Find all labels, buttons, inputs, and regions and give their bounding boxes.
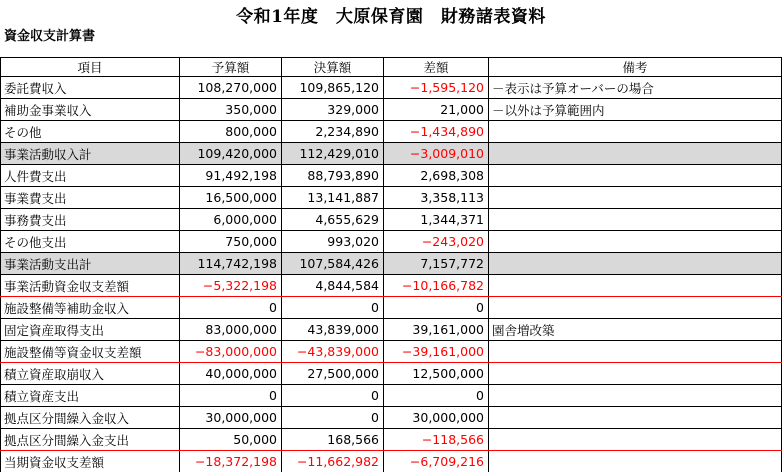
remark-cell: [489, 341, 782, 363]
row-label: 拠点区分間繰入金収入: [1, 407, 180, 429]
row-label: 施設整備等資金収支差額: [1, 341, 180, 363]
remark-cell: [489, 451, 782, 473]
table-row: [1, 187, 782, 209]
remark-cell: [489, 121, 782, 143]
header-row: [1, 58, 782, 77]
budget-cell: 16,500,000: [180, 187, 282, 209]
actual-cell: 0: [282, 407, 384, 429]
difference-cell: 30,000,000: [384, 407, 489, 429]
table-row: [1, 407, 782, 429]
difference-cell: 39,161,000: [384, 319, 489, 341]
difference-cell: −1,434,890: [384, 121, 489, 143]
difference-cell: −6,709,216: [384, 451, 489, 473]
budget-cell: 50,000: [180, 429, 282, 451]
table-row: [1, 253, 782, 275]
table-row: [1, 231, 782, 253]
row-label: 委託費収入: [1, 77, 180, 99]
remark-cell: [489, 363, 782, 385]
document-title: 令和1年度 大原保育園 財務諸表資料: [236, 7, 546, 27]
row-label: 当期資金収支差額: [1, 451, 180, 473]
remark-cell: －以外は予算範囲内: [489, 99, 782, 121]
difference-cell: 0: [384, 297, 489, 319]
difference-cell: 3,358,113: [384, 187, 489, 209]
row-label: 事業費支出: [1, 187, 180, 209]
row-label: 事業活動支出計: [1, 253, 180, 275]
actual-cell: 993,020: [282, 231, 384, 253]
budget-cell: 30,000,000: [180, 407, 282, 429]
remark-cell: [489, 187, 782, 209]
table-row: [1, 385, 782, 407]
row-label: 固定資産取得支出: [1, 319, 180, 341]
actual-cell: 4,844,584: [282, 275, 384, 297]
cash-flow-table: [0, 57, 782, 472]
actual-cell: 0: [282, 385, 384, 407]
remark-cell: [489, 297, 782, 319]
actual-cell: 13,141,887: [282, 187, 384, 209]
difference-cell: −118,566: [384, 429, 489, 451]
row-label: その他: [1, 121, 180, 143]
budget-cell: 6,000,000: [180, 209, 282, 231]
actual-cell: 43,839,000: [282, 319, 384, 341]
header-item: 項目: [1, 58, 180, 77]
row-label: 事業活動資金収支差額: [1, 275, 180, 297]
row-label: 拠点区分間繰入金支出: [1, 429, 180, 451]
row-label: 事務費支出: [1, 209, 180, 231]
difference-cell: −3,009,010: [384, 143, 489, 165]
budget-cell: 800,000: [180, 121, 282, 143]
remark-cell: 園舎増改築: [489, 319, 782, 341]
remark-cell: [489, 253, 782, 275]
remark-cell: [489, 209, 782, 231]
table-row: [1, 297, 782, 319]
budget-cell: 0: [180, 385, 282, 407]
table-row: [1, 99, 782, 121]
budget-cell: −83,000,000: [180, 341, 282, 363]
difference-cell: 0: [384, 385, 489, 407]
table-row: [1, 363, 782, 385]
table-row: [1, 275, 782, 297]
header-budget: 予算額: [180, 58, 282, 77]
difference-cell: 21,000: [384, 99, 489, 121]
difference-cell: −10,166,782: [384, 275, 489, 297]
budget-cell: 109,420,000: [180, 143, 282, 165]
actual-cell: 107,584,426: [282, 253, 384, 275]
actual-cell: −11,662,982: [282, 451, 384, 473]
remark-cell: [489, 429, 782, 451]
table-row: [1, 319, 782, 341]
table-row: [1, 429, 782, 451]
header-difference: 差額: [384, 58, 489, 77]
table-row: [1, 77, 782, 99]
budget-cell: −5,322,198: [180, 275, 282, 297]
table-row: [1, 451, 782, 473]
remark-cell: [489, 407, 782, 429]
actual-cell: 0: [282, 297, 384, 319]
table-row: [1, 121, 782, 143]
actual-cell: 168,566: [282, 429, 384, 451]
remark-cell: －表示は予算オーバーの場合: [489, 77, 782, 99]
remark-cell: [489, 231, 782, 253]
budget-cell: 350,000: [180, 99, 282, 121]
difference-cell: −243,020: [384, 231, 489, 253]
actual-cell: 4,655,629: [282, 209, 384, 231]
actual-cell: 329,000: [282, 99, 384, 121]
row-label: 人件費支出: [1, 165, 180, 187]
budget-cell: 83,000,000: [180, 319, 282, 341]
difference-cell: 1,344,371: [384, 209, 489, 231]
header-actual: 決算額: [282, 58, 384, 77]
budget-cell: 91,492,198: [180, 165, 282, 187]
remark-cell: [489, 275, 782, 297]
row-label: その他支出: [1, 231, 180, 253]
actual-cell: 112,429,010: [282, 143, 384, 165]
actual-cell: 109,865,120: [282, 77, 384, 99]
statement-subtitle: 資金収支計算書: [4, 29, 96, 44]
remark-cell: [489, 385, 782, 407]
remark-cell: [489, 143, 782, 165]
difference-cell: 12,500,000: [384, 363, 489, 385]
row-label: 施設整備等補助金収入: [1, 297, 180, 319]
table-row: [1, 165, 782, 187]
actual-cell: −43,839,000: [282, 341, 384, 363]
row-label: 積立資産取崩収入: [1, 363, 180, 385]
difference-cell: 7,157,772: [384, 253, 489, 275]
row-label: 補助金事業収入: [1, 99, 180, 121]
actual-cell: 88,793,890: [282, 165, 384, 187]
budget-cell: −18,372,198: [180, 451, 282, 473]
difference-cell: −1,595,120: [384, 77, 489, 99]
budget-cell: 108,270,000: [180, 77, 282, 99]
budget-cell: 750,000: [180, 231, 282, 253]
row-label: 積立資産支出: [1, 385, 180, 407]
budget-cell: 114,742,198: [180, 253, 282, 275]
actual-cell: 27,500,000: [282, 363, 384, 385]
difference-cell: −39,161,000: [384, 341, 489, 363]
remark-cell: [489, 165, 782, 187]
header-remarks: 備考: [489, 58, 782, 77]
table-row: [1, 209, 782, 231]
table-row: [1, 143, 782, 165]
actual-cell: 2,234,890: [282, 121, 384, 143]
row-label: 事業活動収入計: [1, 143, 180, 165]
budget-cell: 40,000,000: [180, 363, 282, 385]
table-row: [1, 341, 782, 363]
budget-cell: 0: [180, 297, 282, 319]
difference-cell: 2,698,308: [384, 165, 489, 187]
